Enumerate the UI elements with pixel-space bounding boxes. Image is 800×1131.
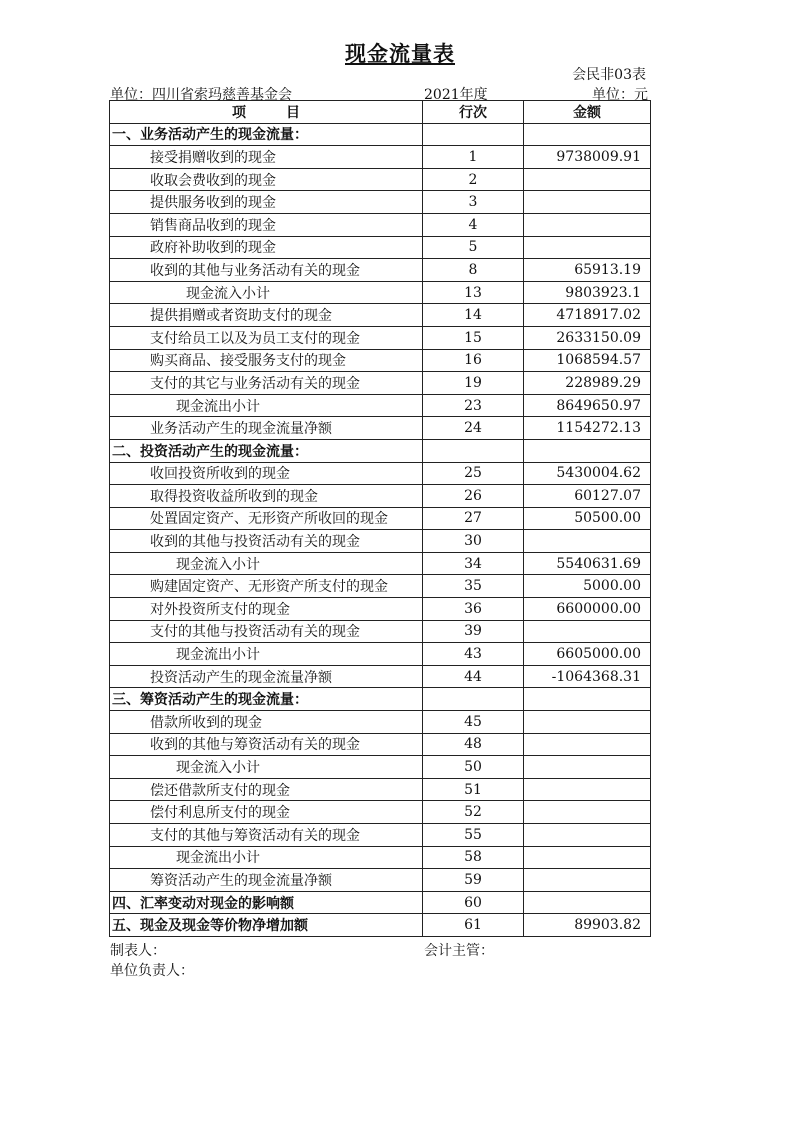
table-row <box>110 575 651 598</box>
row-number: 16 <box>423 349 524 372</box>
row-number: 3 <box>423 191 524 214</box>
row-amount <box>524 733 651 756</box>
row-item-label: 现金流出小计 <box>110 643 423 666</box>
table-row <box>110 259 651 282</box>
row-item-label: 现金流入小计 <box>110 281 423 304</box>
row-amount: 60127.07 <box>524 485 651 508</box>
row-number: 51 <box>423 778 524 801</box>
table-row <box>110 711 651 734</box>
row-number: 61 <box>423 914 524 937</box>
table-row <box>110 213 651 236</box>
row-amount: -1064368.31 <box>524 665 651 688</box>
row-number: 8 <box>423 259 524 282</box>
row-number <box>423 123 524 146</box>
row-amount: 5430004.62 <box>524 462 651 485</box>
row-number: 55 <box>423 824 524 847</box>
row-amount <box>524 824 651 847</box>
row-amount: 65913.19 <box>524 259 651 282</box>
table-row <box>110 824 651 847</box>
table-row <box>110 462 651 485</box>
row-item-label: 支付的其他与筹资活动有关的现金 <box>110 824 423 847</box>
row-item-label: 现金流出小计 <box>110 846 423 869</box>
row-amount <box>524 620 651 643</box>
table-row <box>110 665 651 688</box>
table-row <box>110 439 651 462</box>
row-amount <box>524 801 651 824</box>
row-number <box>423 439 524 462</box>
row-number: 24 <box>423 417 524 440</box>
row-item-label: 五、现金及现金等价物净增加额 <box>110 914 423 937</box>
row-item-label: 四、汇率变动对现金的影响额 <box>110 891 423 914</box>
row-number: 45 <box>423 711 524 734</box>
row-number: 52 <box>423 801 524 824</box>
row-amount <box>524 846 651 869</box>
table-row <box>110 372 651 395</box>
row-amount: 9803923.1 <box>524 281 651 304</box>
row-number: 30 <box>423 530 524 553</box>
column-header-item: 项目 <box>110 101 423 124</box>
row-number: 15 <box>423 326 524 349</box>
column-header-row-number: 行次 <box>423 101 524 124</box>
row-number: 59 <box>423 869 524 892</box>
row-item-label: 购建固定资产、无形资产所支付的现金 <box>110 575 423 598</box>
accountant-label: 会计主管： <box>424 943 494 959</box>
table-row <box>110 507 651 530</box>
row-number: 44 <box>423 665 524 688</box>
table-row <box>110 778 651 801</box>
row-number: 39 <box>423 620 524 643</box>
row-amount: 2633150.09 <box>524 326 651 349</box>
row-amount <box>524 213 651 236</box>
row-item-label: 收到的其他与投资活动有关的现金 <box>110 530 423 553</box>
row-item-label: 购买商品、接受服务支付的现金 <box>110 349 423 372</box>
row-item-label: 收取会费收到的现金 <box>110 168 423 191</box>
row-number: 58 <box>423 846 524 869</box>
row-amount <box>524 123 651 146</box>
row-number: 2 <box>423 168 524 191</box>
row-item-label: 收到的其他与筹资活动有关的现金 <box>110 733 423 756</box>
preparer-label: 制表人： <box>110 943 166 959</box>
table-row <box>110 598 651 621</box>
row-item-label: 接受捐赠收到的现金 <box>110 146 423 169</box>
table-row <box>110 417 651 440</box>
row-item-label: 提供捐赠或者资助支付的现金 <box>110 304 423 327</box>
row-item-label: 销售商品收到的现金 <box>110 213 423 236</box>
row-amount: 8649650.97 <box>524 394 651 417</box>
row-item-label: 对外投资所支付的现金 <box>110 598 423 621</box>
row-amount: 50500.00 <box>524 507 651 530</box>
row-number: 35 <box>423 575 524 598</box>
table-header-row <box>110 101 651 124</box>
row-amount: 1154272.13 <box>524 417 651 440</box>
row-number: 14 <box>423 304 524 327</box>
table-row <box>110 349 651 372</box>
table-row <box>110 846 651 869</box>
row-number: 27 <box>423 507 524 530</box>
row-amount: 9738009.91 <box>524 146 651 169</box>
row-item-label: 支付的其他与投资活动有关的现金 <box>110 620 423 643</box>
row-number: 60 <box>423 891 524 914</box>
row-item-label: 取得投资收益所收到的现金 <box>110 485 423 508</box>
row-amount <box>524 530 651 553</box>
table-row <box>110 530 651 553</box>
row-amount: 228989.29 <box>524 372 651 395</box>
row-number: 25 <box>423 462 524 485</box>
row-amount <box>524 236 651 259</box>
row-amount: 6605000.00 <box>524 643 651 666</box>
table-row <box>110 801 651 824</box>
table-row <box>110 733 651 756</box>
row-number: 34 <box>423 552 524 575</box>
table-row <box>110 146 651 169</box>
table-row <box>110 914 651 937</box>
table-row <box>110 281 651 304</box>
table-row <box>110 304 651 327</box>
row-item-label: 政府补助收到的现金 <box>110 236 423 259</box>
row-amount <box>524 756 651 779</box>
row-item-label: 筹资活动产生的现金流量净额 <box>110 869 423 892</box>
row-number <box>423 688 524 711</box>
row-amount: 4718917.02 <box>524 304 651 327</box>
table-row <box>110 168 651 191</box>
row-amount <box>524 168 651 191</box>
row-amount <box>524 869 651 892</box>
row-item-label: 现金流出小计 <box>110 394 423 417</box>
row-item-label: 现金流入小计 <box>110 756 423 779</box>
row-number: 5 <box>423 236 524 259</box>
column-header-amount: 金额 <box>524 101 651 124</box>
page-title: 现金流量表 <box>345 41 455 66</box>
row-number: 43 <box>423 643 524 666</box>
row-number: 13 <box>423 281 524 304</box>
row-number: 48 <box>423 733 524 756</box>
row-amount: 89903.82 <box>524 914 651 937</box>
table-row <box>110 643 651 666</box>
row-amount: 5540631.69 <box>524 552 651 575</box>
table-row <box>110 123 651 146</box>
row-item-label: 提供服务收到的现金 <box>110 191 423 214</box>
row-amount <box>524 191 651 214</box>
table-row <box>110 191 651 214</box>
row-item-label: 现金流入小计 <box>110 552 423 575</box>
unit-head-label: 单位负责人： <box>110 963 194 979</box>
row-item-label: 收回投资所收到的现金 <box>110 462 423 485</box>
row-number: 4 <box>423 213 524 236</box>
table-row <box>110 869 651 892</box>
row-amount <box>524 688 651 711</box>
table-row <box>110 620 651 643</box>
row-item-label: 三、筹资活动产生的现金流量： <box>110 688 423 711</box>
row-item-label: 偿还借款所支付的现金 <box>110 778 423 801</box>
row-item-label: 借款所收到的现金 <box>110 711 423 734</box>
row-number: 26 <box>423 485 524 508</box>
row-item-label: 投资活动产生的现金流量净额 <box>110 665 423 688</box>
row-item-label: 业务活动产生的现金流量净额 <box>110 417 423 440</box>
report-year: 2021年度 <box>424 87 488 103</box>
table-row <box>110 326 651 349</box>
row-number: 19 <box>423 372 524 395</box>
row-item-label: 一、业务活动产生的现金流量： <box>110 123 423 146</box>
row-number: 36 <box>423 598 524 621</box>
row-item-label: 支付给员工以及为员工支付的现金 <box>110 326 423 349</box>
row-item-label: 二、投资活动产生的现金流量： <box>110 439 423 462</box>
table-body <box>110 123 651 936</box>
row-item-label: 偿付利息所支付的现金 <box>110 801 423 824</box>
row-item-label: 收到的其他与业务活动有关的现金 <box>110 259 423 282</box>
row-amount <box>524 439 651 462</box>
table-row <box>110 688 651 711</box>
table-row <box>110 236 651 259</box>
row-amount: 5000.00 <box>524 575 651 598</box>
row-number: 1 <box>423 146 524 169</box>
table-row <box>110 552 651 575</box>
organization-label: 单位：四川省索玛慈善基金会 <box>110 87 292 103</box>
row-item-label: 处置固定资产、无形资产所收回的现金 <box>110 507 423 530</box>
row-amount: 1068594.57 <box>524 349 651 372</box>
row-amount <box>524 711 651 734</box>
row-amount <box>524 778 651 801</box>
table-row <box>110 394 651 417</box>
currency-unit: 单位：元 <box>592 87 648 103</box>
table-row <box>110 891 651 914</box>
cash-flow-table <box>109 100 651 937</box>
row-item-label: 支付的其它与业务活动有关的现金 <box>110 372 423 395</box>
form-code: 会民非03表 <box>572 67 646 83</box>
table-row <box>110 485 651 508</box>
row-amount <box>524 891 651 914</box>
row-number: 50 <box>423 756 524 779</box>
row-amount: 6600000.00 <box>524 598 651 621</box>
row-number: 23 <box>423 394 524 417</box>
table-row <box>110 756 651 779</box>
